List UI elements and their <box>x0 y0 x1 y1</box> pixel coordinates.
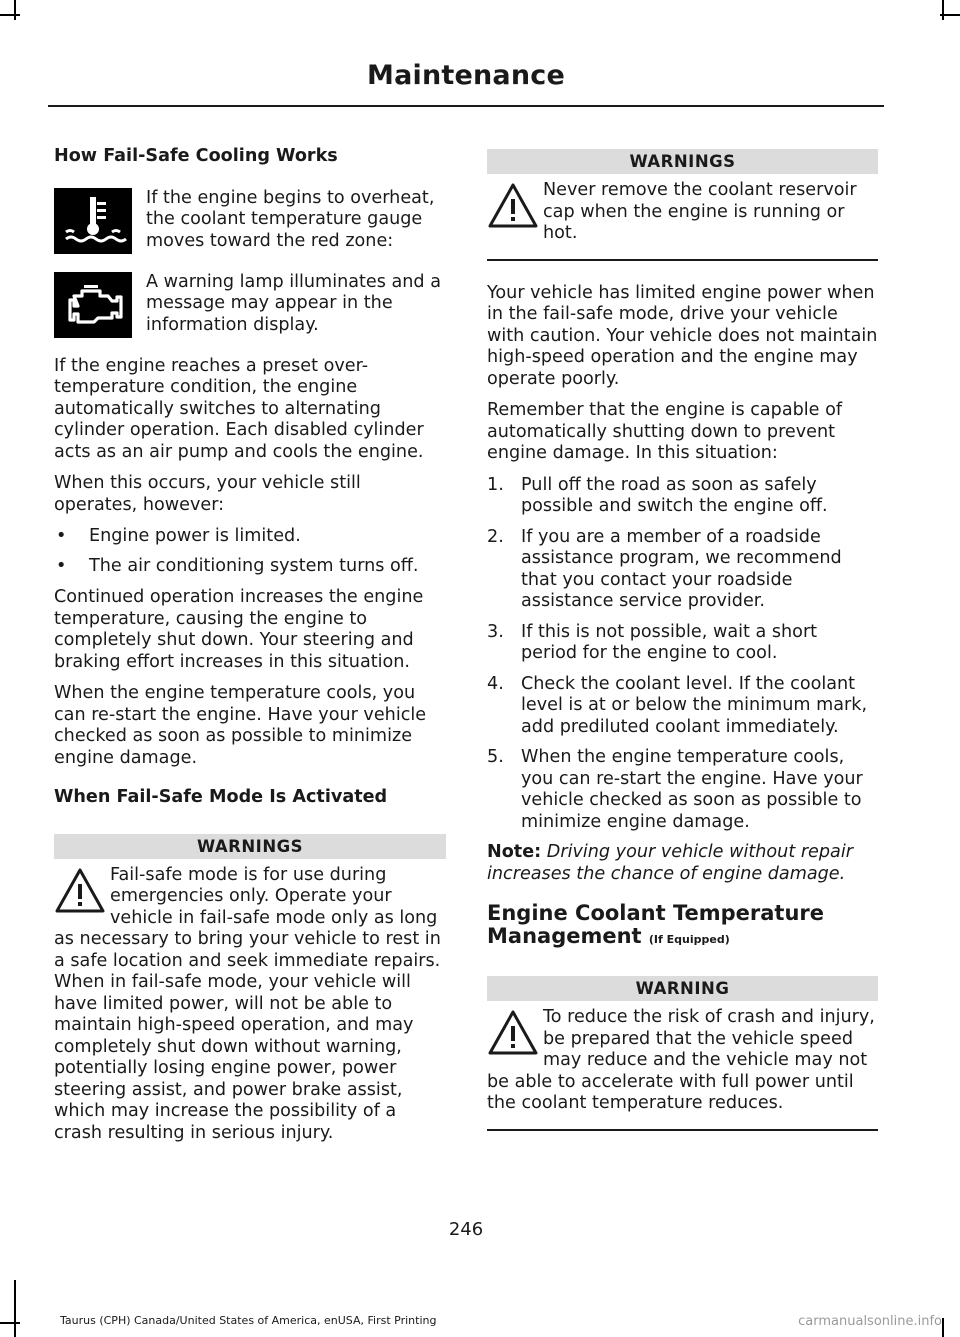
bullet-marker: • <box>56 526 67 546</box>
engine-lamp-text: A warning lamp illuminates and a message may appear in the information display. <box>146 271 441 335</box>
coolant-temperature-icon <box>54 188 132 254</box>
list-item <box>487 622 878 665</box>
note-label: Note: <box>487 842 542 862</box>
footer-text: Taurus (CPH) Canada/United States of America, enUSA, First Printing <box>60 1314 437 1327</box>
heading-text: Engine Coolant Temperature Management <box>487 901 825 948</box>
coolant-gauge-row <box>54 188 446 272</box>
numbered-list <box>487 475 878 834</box>
step-number: 1. <box>487 474 504 495</box>
warnings-header: WARNINGS <box>54 834 446 859</box>
crop-mark <box>14 0 16 20</box>
crop-mark <box>942 1318 944 1337</box>
paragraph: Continued operation increases the engine temperature, causing the engine to completely shut down. Your steering and braking effort increases in this situation. <box>54 587 424 672</box>
engine-lamp-row <box>54 272 446 356</box>
page-title: Maintenance <box>367 60 565 91</box>
note <box>487 842 878 885</box>
right-column <box>487 149 878 1131</box>
bullet-marker: • <box>56 555 67 576</box>
warning-triangle-icon <box>487 1009 539 1057</box>
list-item <box>54 526 446 548</box>
paragraph: If the engine reaches a preset over-temperature condition, the engine automatically switches to alternating cylinder operation. Each disabled cylinder acts as an air pump and cools the engine. <box>54 355 424 462</box>
step-text: Check the coolant level. If the coolant level is at or below the minimum mark, add prediluted coolant immediately. <box>521 673 868 737</box>
section-heading-coolant-management <box>487 902 878 951</box>
warnings-header: WARNINGS <box>487 149 878 174</box>
bullet-list <box>54 526 446 577</box>
list-item <box>487 674 878 739</box>
section-heading-cooling: How Fail-Safe Cooling Works <box>54 146 338 166</box>
step-text: If you are a member of a roadside assistance program, we recommend that you contact your roadside assistance service provider. <box>521 526 842 611</box>
step-number: 4. <box>487 673 504 694</box>
page-number: 246 <box>448 1219 484 1240</box>
step-number: 3. <box>487 621 504 642</box>
warning-rule <box>487 1129 878 1131</box>
watermark: carmanualsonline.info <box>798 1314 942 1329</box>
list-item-text: The air conditioning system turns off. <box>89 555 419 576</box>
note-text: Driving your vehicle without repair increases the chance of engine damage. <box>487 842 853 884</box>
warning-header: WARNING <box>487 976 878 1001</box>
section-heading-failsafe: When Fail-Safe Mode Is Activated <box>54 787 388 807</box>
warning-text: To reduce the risk of crash and injury, be prepared that the vehicle speed may reduce and the vehicle may not be able to accelerate with full power until the coolant temperature reduces. <box>487 1007 875 1113</box>
list-item <box>487 747 878 833</box>
coolant-gauge-text: If the engine begins to overheat, the coolant temperature gauge moves toward the red zone: <box>146 187 435 251</box>
crop-mark <box>940 14 960 16</box>
crop-mark <box>0 14 20 16</box>
warning-text: Fail-safe mode is for use during emergencies only. Operate your vehicle in fail-safe mode only as long as necessary to bring your vehicle to rest in a safe location and seek immediate repairs. When in fail-safe mode, your vehicle will have limited power, will not be able to maintain high-speed operation, and may completely shut down without warning, potentially losing engine power, power steering assist, and power brake assist, which may increase the possibility of a crash resulting in serious injury. <box>54 864 441 1143</box>
paragraph: Your vehicle has limited engine power when in the fail-safe mode, drive your vehicle with caution. Your vehicle does not maintain high-speed operation and the engine may operate poorly. <box>487 282 878 389</box>
list-item <box>54 556 446 578</box>
step-number: 2. <box>487 526 504 547</box>
list-item <box>487 527 878 613</box>
check-engine-icon <box>54 272 132 338</box>
heading-suffix: (If Equipped) <box>648 933 730 946</box>
warning-box <box>487 174 878 245</box>
paragraph: When the engine temperature cools, you can re-start the engine. Have your vehicle checked as soon as possible to minimize engine damage. <box>54 683 427 768</box>
list-item <box>487 475 878 518</box>
list-item-text: Engine power is limited. <box>89 526 301 546</box>
paragraph: When this occurs, your vehicle still operates, however: <box>54 473 361 515</box>
crop-mark <box>0 1322 20 1324</box>
step-number: 5. <box>487 747 504 767</box>
warning-text: Never remove the coolant reservoir cap when the engine is running or hot. <box>543 180 857 243</box>
header-rule <box>48 105 884 107</box>
step-text: Pull off the road as soon as safely possible and switch the engine off. <box>521 474 828 516</box>
left-column <box>54 146 446 1144</box>
crop-mark <box>942 0 944 20</box>
warning-box <box>54 859 446 1145</box>
step-text: If this is not possible, wait a short period for the engine to cool. <box>521 621 818 663</box>
warning-triangle-icon <box>487 182 539 230</box>
warning-box <box>487 1001 878 1115</box>
step-text: When the engine temperature cools, you can re-start the engine. Have your vehicle checked as soon as possible to minimize engine damage. <box>521 747 863 832</box>
crop-mark <box>14 1280 16 1337</box>
warning-triangle-icon <box>54 867 106 915</box>
paragraph: Remember that the engine is capable of automatically shutting down to prevent engine damage. In this situation: <box>487 400 843 463</box>
